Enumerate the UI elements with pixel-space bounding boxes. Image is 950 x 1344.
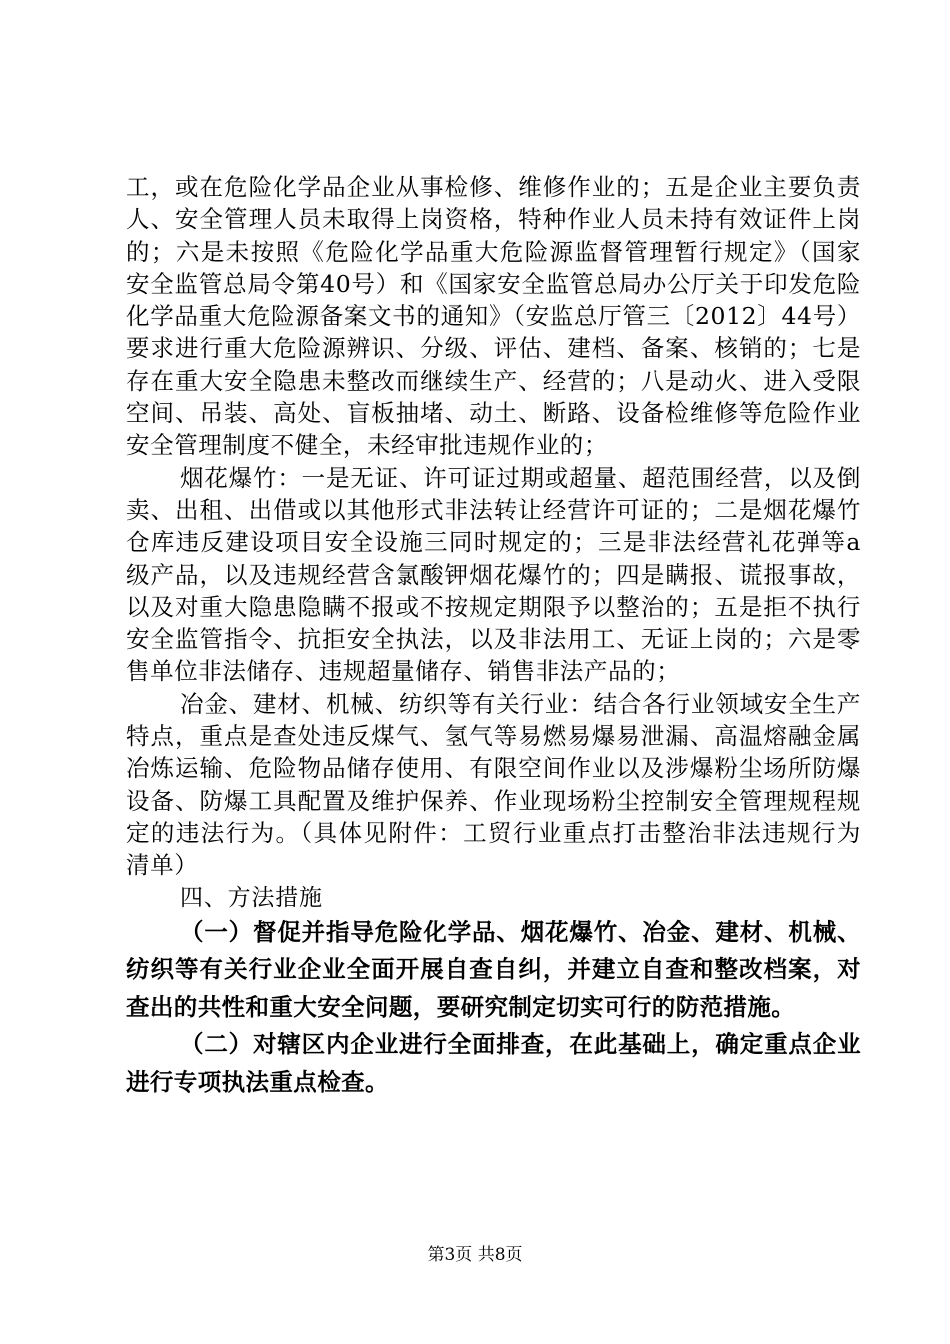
- paragraph-metallurgy-industries: 冶金、建材、机械、纺织等有关行业：结合各行业领域安全生产特点，重点是查处违反煤气、氢气等易燃易爆易泄漏、高温熔融金属冶炼运输、危险物品储存使用、有限空间作业以及涉爆粉尘场所防爆设备、防爆工具配置及维护保养、作业现场粉尘控制安全管理规程规定的违法行为。（具体见附件：工贸行业重点打击整治非法违规行为清单）: [126, 689, 861, 880]
- section-heading-methods: 四、方法措施: [180, 884, 323, 911]
- page-number-footer: 第3页 共8页: [427, 1245, 523, 1265]
- paragraph-hazardous-chemicals-continued: 工，或在危险化学品企业从事检修、维修作业的；五是企业主要负责人、安全管理人员未取得上岗资格，特种作业人员未持有效证件上岗的；六是未按照《危险化学品重大危险源监督管理暂行规定》（国家安全监管总局令第40号）和《国家安全监管总局办公厅关于印发危险化学品重大危险源备案文书的通知》（安监总厅管三〔2012〕44号）要求进行重大危险源辨识、分级、评估、建档、备案、核销的；七是存在重大安全隐患未整改而继续生产、经营的；八是动火、进入受限空间、吊装、高处、盲板抽堵、动土、断路、设备检维修等危险作业安全管理制度不健全，未经审批违规作业的；: [126, 173, 861, 460]
- paragraph-fireworks: 烟花爆竹：一是无证、许可证过期或超量、超范围经营，以及倒卖、出租、出借或以其他形式非法转让经营许可证的；二是烟花爆竹仓库违反建设项目安全设施三同时规定的；三是非法经营礼花弹等a级产品，以及违规经营含氯酸钾烟花爆竹的；四是瞒报、谎报事故，以及对重大隐患隐瞒不报或不按规定期限予以整治的；五是拒不执行安全监管指令、抗拒安全执法，以及非法用工、无证上岗的；六是零售单位非法储存、违规超量储存、销售非法产品的；: [126, 463, 861, 686]
- measure-item-2: （二）对辖区内企业进行全面排查，在此基础上，确定重点企业进行专项执法重点检查。: [126, 1030, 861, 1096]
- measure-item-1: （一）督促并指导危险化学品、烟花爆竹、冶金、建材、机械、纺织等有关行业企业全面开展自查自纠，并建立自查和整改档案，对查出的共性和重大安全问题，要研究制定切实可行的防范措施。: [126, 917, 861, 1021]
- document-body: [126, 171, 861, 1101]
